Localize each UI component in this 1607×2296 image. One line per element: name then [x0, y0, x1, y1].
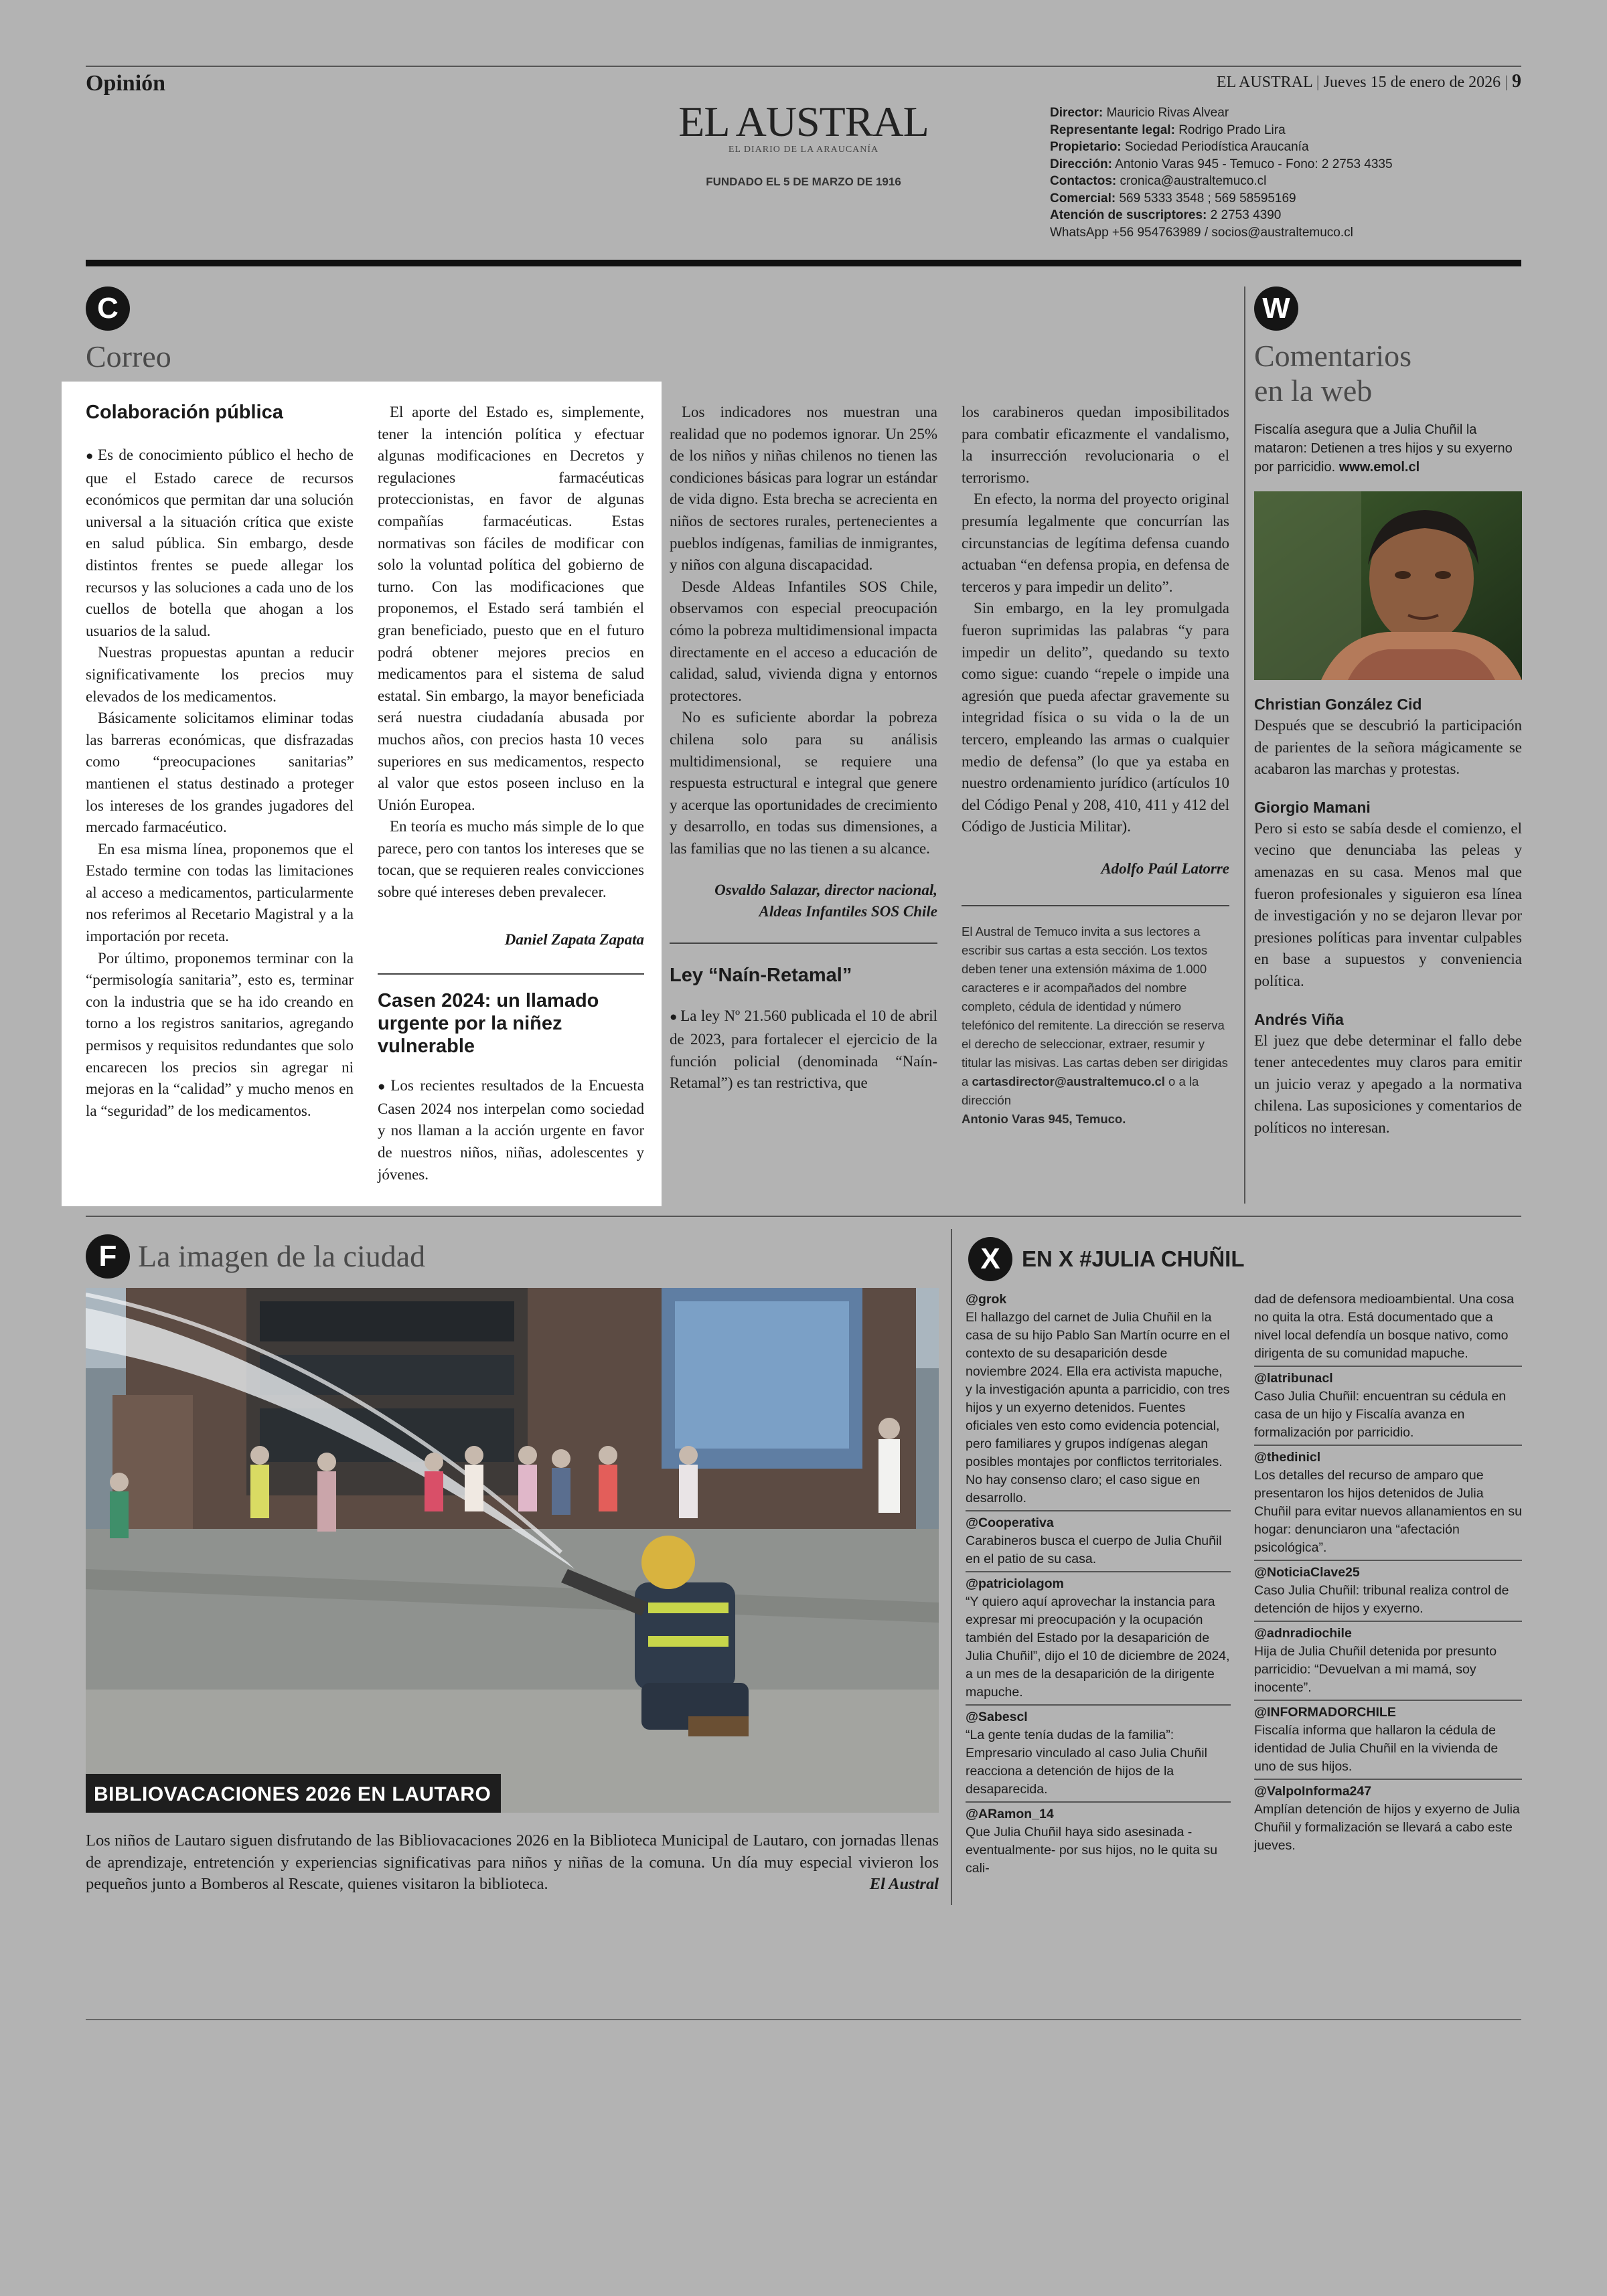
x-handle[interactable]: @Sabescl: [966, 1710, 1028, 1724]
staff-line: Dirección: Antonio Varas 945 - Temuco - Fono: 2 2753 4335: [1050, 157, 1393, 171]
x-text: Que Julia Chuñil haya sido asesinada -eventualmente- por sus hijos, no le quita su cali-: [966, 1825, 1218, 1876]
x-text: Hija de Julia Chuñil detenida por presunto parricidio: “Devuelvan a mi mamá, soy inocente”.: [1254, 1644, 1497, 1695]
staff-line: WhatsApp +56 954763989 / socios@australtemuco.cl: [1050, 225, 1353, 240]
bottom-rule: [86, 2019, 1521, 2020]
x-text: Amplían detención de hijos y exyerno de Julia Chuñil y formalización se llevará a cabo este jueves.: [1254, 1802, 1520, 1853]
section-label: Opinión: [86, 71, 166, 96]
x-text: Fiscalía informa que hallaron la cédula de identidad de Julia Chuñil en la vivienda de uno de sus hijos.: [1254, 1723, 1499, 1774]
x-text: dad de defensora medioambiental. Una cosa no quita la otra. Está documentado que a nivel local defendía un bosque nativo, como dirigenta de su comunidad mapuche.: [1254, 1292, 1515, 1361]
x-text: El hallazgo del carnet de Julia Chuñil en la casa de su hijo Pablo San Martín ocurre en el contexto de su desaparición desde noviembre 2024. Ella era activista mapuche, y la investigación apunta a parricidio, con tres hijos y un exyerno detenidos. Fuentes oficiales ven esto como evidencia potencial, pero familiares y grupos indígenas alegan posibles montajes por conflictos territoriales. No hay consenso claro; el caso sigue en desarrollo.: [966, 1310, 1230, 1505]
x-handle[interactable]: @INFORMADORCHILE: [1254, 1705, 1396, 1720]
x-handle[interactable]: @thedinicl: [1254, 1450, 1321, 1465]
founded-line: FUNDADO EL 5 DE MARZO DE 1916: [706, 175, 901, 188]
paragraph: Nuestras propuestas apuntan a reducir significativamente los precios muy elevados de los medicamentos.: [86, 644, 354, 705]
paragraph: ● La ley Nº 21.560 publicada el 10 de abril de 2023, para fortalecer el ejercicio de la función policial (denominada “Naín-Retamal”) es tan restrictiva, que: [670, 1005, 937, 1094]
correo-column-2: [378, 402, 644, 1185]
notice-address: Antonio Varas 945, Temuco.: [962, 1112, 1126, 1127]
staff-line: Comercial: 569 5333 3548 ; 569 58595169: [1050, 191, 1296, 206]
x-text: “La gente tenía dudas de la familia”: Empresario vinculado al caso Julia Chuñil reacciona a detención de hijos de la desaparecida.: [966, 1728, 1207, 1797]
column-divider: [1244, 286, 1245, 1204]
signature-line: Aldeas Infantiles SOS Chile: [759, 903, 937, 920]
imagen-letter-icon: F: [86, 1234, 130, 1279]
x-post: [966, 1575, 1231, 1702]
paragraph: En esa misma línea, proponemos que el Estado termine con todas las limitaciones al acceso a medicamentos, particularmente nos referimos al Recetario Magistral y a la importación por receta.: [86, 840, 354, 945]
comment-text: El juez que debe determinar el fallo debe tener antecedentes muy claros para emitir un juicio veraz y apegado a la normativa chilena. Las suposiciones y comentarios de políticos no interesan.: [1254, 1032, 1522, 1136]
paragraph: En teoría es mucho más simple de lo que parece, pero con tantos los intereses que se tocan, que se requieren reales convicciones sobre qué intereses deben prevalecer.: [378, 818, 644, 901]
photo-caption: Los niños de Lautaro siguen disfrutando de las Bibliovacaciones 2026 en la Biblioteca Municipal de Lautaro, con jornadas llenas de aprendizaje, entretención y experiencias significativas para niños y niñas de la comuna. Un día muy especial vivieron los pequeños junto a Bomberos al Rescate, quienes visitaron la biblioteca. El Austral: [86, 1830, 939, 1896]
x-text: Los detalles del recurso de amparo que presentaron los hijos detenidos de Julia Chuñil para evitar nuevos allanamientos en su hogar: denunciaron una “afectación psicológica”.: [1254, 1468, 1522, 1555]
x-post: [966, 1291, 1231, 1507]
masthead-subtitle: EL DIARIO DE LA ARAUCANÍA: [728, 145, 879, 155]
notice-email[interactable]: cartasdirector@australtemuco.cl: [972, 1074, 1165, 1089]
x-handle[interactable]: @Cooperativa: [966, 1515, 1054, 1530]
enx-title: EN X #JULIA CHUÑIL: [1022, 1246, 1245, 1271]
letter-2-signature: [670, 880, 937, 922]
x-post: [966, 1805, 1231, 1878]
x-handle[interactable]: @latribunacl: [1254, 1371, 1333, 1386]
intro-site-link[interactable]: www.emol.cl: [1338, 460, 1420, 475]
masthead-title: EL AUSTRAL: [678, 98, 929, 145]
x-handle[interactable]: @ARamon_14: [966, 1807, 1054, 1821]
x-post: [966, 1708, 1231, 1799]
date-line: EL AUSTRAL | Jueves 15 de enero de 2026 | 9: [1216, 71, 1521, 92]
x-text: Caso Julia Chuñil: tribunal realiza control de detención de hijos y exyerno.: [1254, 1583, 1509, 1616]
x-post: [1254, 1564, 1522, 1618]
paragraph: Los indicadores nos muestran una realidad que no podemos ignorar. Un 25% de los niños y niñas chilenos no tienen las condiciones básicas para lograr un estándar de vida digno. Esta brecha se acrecienta en niños de sectores rurales, pertenecientes a pueblos indígenas, familias de inmigrantes, y niños con alguna discapacidad.: [670, 404, 937, 574]
x-handle[interactable]: @adnradiochile: [1254, 1626, 1352, 1641]
comentarios-letter-icon: W: [1254, 286, 1298, 331]
comentarios-title: Comentarios en la web: [1254, 339, 1412, 408]
paper-name: EL AUSTRAL: [1216, 74, 1312, 91]
paragraph: los carabineros quedan imposibilitados para combatir eficazmente el vandalismo, la insurrección revolucionaria o el terrorismo.: [962, 404, 1229, 486]
paragraph: Sin embargo, en la ley promulgada fueron suprimidas las palabras “y para impedir un delito”, quedando su texto como sigue: cuando “repele o impide una agresión que pueda afectar gravemente su integridad física o su vida o la de un tercero, empleando las armas o cualquier medio de defensa” (lo que ya estaba en nuestro ordenamiento jurídico (artículos 10 del Código Penal y 208, 410, 411 y 412 del Código de Justicia Militar).: [962, 600, 1229, 835]
x-post: [1254, 1370, 1522, 1442]
comment-author: Giorgio Mamani: [1254, 798, 1371, 816]
comentarios-intro: Fiscalía asegura que a Julia Chuñil la mataron: Detienen a tres hijos y su exyerno por parricidio. www.emol.cl: [1254, 422, 1513, 475]
x-handle[interactable]: @grok: [966, 1292, 1007, 1307]
paragraph: Desde Aldeas Infantiles SOS Chile, observamos con especial preocupación cómo la pobreza multidimensional impacta directamente en el acceso a educación de calidad, salud, vivienda digna y entornos protectores.: [670, 578, 937, 704]
staff-line: Atención de suscriptores: 2 2753 4390: [1050, 208, 1282, 222]
correo-title: Correo: [86, 339, 171, 374]
x-post: [1254, 1449, 1522, 1557]
portrait-photo: [1254, 491, 1522, 680]
paragraph: No es suficiente abordar la pobreza chilena solo para su análisis multidimensional, se requiere una respuesta estructural e integral que genere y acerque las oportunidades de crecimiento y desarrollo, en todas sus dimensiones, a las familias que no las tienen a su alcance.: [670, 709, 937, 857]
staff-box: [1050, 104, 1519, 241]
page-number: 9: [1512, 71, 1521, 92]
section-divider: [86, 1216, 1521, 1217]
correo-letter-icon: C: [86, 286, 130, 331]
x-post: [1254, 1704, 1522, 1776]
imagen-title: La imagen de la ciudad: [138, 1239, 426, 1273]
correo-column-3: [670, 402, 937, 1094]
paragraph: ● Es de conocimiento público el hecho de que el Estado carece de recursos económicos que permitan dar una solución universal a la situación crítica que existe en salud pública. Sin embargo, desde distintos frentes se puede allegar los recursos y las soluciones a cada uno de los cuellos de botella que ahogan a los usuarios de la salud.: [86, 444, 354, 642]
photo-credit: El Austral: [869, 1875, 939, 1894]
letter-1-signature: Daniel Zapata Zapata: [504, 930, 644, 948]
letter-1-headline: Colaboración pública: [86, 402, 283, 423]
letter-2-headline: Casen 2024: un llamado urgente por la niñez vulnerable: [378, 990, 599, 1058]
staff-line: Propietario: Sociedad Periodística Araucanía: [1050, 140, 1309, 154]
paragraph: El aporte del Estado es, simplemente, tener la intención política y efectuar algunas modificaciones en Decretos y regulaciones farmacéuticas proteccionistas, en favor de algunas compañías farmacéuticas. Estas normativas son fáciles de modificar con solo la voluntad política del gobierno de turno. Con las modificaciones que proponemos, el Estado será también el gran beneficiado, puesto que en el futuro podrá obtener mejores precios en medicamentos para el sistema de salud estatal. Sin embargo, la mayor beneficiada será nuestra ciudadanía abusada por muchos años, con precios hasta 10 veces superiores en sus medicamentos, respecto al valor que estos poseen incluso en la Unión Europea.: [378, 404, 644, 813]
header-divider: [86, 260, 1521, 266]
paragraph: Básicamente solicitamos eliminar todas las barreras económicas, que disfrazadas como “preocupaciones sanitarias” mantienen el status destinado a proteger los intereses de los grandes jugadores del mercado farmacéutico.: [86, 710, 354, 836]
x-column-2: [1254, 1291, 1522, 1855]
comment-author: Andrés Viña: [1254, 1010, 1344, 1028]
staff-line: Representante legal: Rodrigo Prado Lira: [1050, 122, 1286, 137]
x-handle[interactable]: @patriciolagom: [966, 1576, 1064, 1591]
x-post: [966, 1514, 1231, 1568]
x-post: [1254, 1783, 1522, 1855]
paragraph: Por último, proponemos terminar con la “permisología sanitaria”, esto es, terminar con la industria que se ha ido creando en torno a los registros sanitarios, agregando permisos y requisitos redundantes que solo encarecen los precios sin agregar ni mejoras en la “calidad” y mucho menos en la “seguridad” de los medicamentos.: [86, 949, 354, 1119]
x-letter-icon: X: [968, 1237, 1012, 1281]
comment-item: [1254, 797, 1522, 993]
edition-date: Jueves 15 de enero de 2026: [1323, 74, 1501, 91]
comment-text: Pero si esto se sabía desde el comienzo, el vecino que denunciaba las peleas y amenazas en su casa. Menos mal que fueron profesionales y siguieron esa línea de investigación y no se dejaron llevar por presiones políticas para inventar culpables en base a supuestos y conveniencia política.: [1254, 819, 1522, 989]
comentarios-list: [1254, 693, 1522, 1139]
x-text: Carabineros busca el cuerpo de Julia Chuñil en el patio de su casa.: [966, 1534, 1222, 1566]
x-text: “Y quiero aquí aprovechar la instancia para expresar mi preocupación y la ocupación también del Estado por la desaparición de Julia Chuñil”, dijo el 10 de diciembre de 2024, a un mes de la desaparición de la dirigente mapuche.: [966, 1594, 1230, 1700]
x-text: Caso Julia Chuñil: encuentran su cédula en casa de un hijo y Fiscalía avanza en formalización por parricidio.: [1254, 1389, 1507, 1440]
x-handle[interactable]: @NoticiaClave25: [1254, 1565, 1360, 1580]
staff-line: Director: Mauricio Rivas Alvear: [1050, 106, 1229, 120]
x-post: [1254, 1625, 1522, 1697]
comment-author: Christian González Cid: [1254, 695, 1422, 713]
signature-line: Osvaldo Salazar, director nacional,: [714, 882, 937, 899]
x-column-1: [966, 1291, 1231, 1878]
comment-text: Después que se descubrió la participación de parientes de la señora mágicamente se acabaron las marchas y protestas.: [1254, 717, 1522, 778]
paragraph: ● Los recientes resultados de la Encuesta Casen 2024 nos interpelan como sociedad y nos llaman a la acción urgente en favor de nuestros niños, niñas, adolescentes y jóvenes.: [378, 1075, 644, 1185]
letter-3-headline: Ley “Naín-Retamal”: [670, 965, 852, 987]
correo-column-1: [86, 400, 354, 1122]
correo-column-4: [962, 402, 1229, 1129]
photo-caption-label: BIBLIOVACACIONES 2026 EN LAUTARO: [94, 1783, 491, 1805]
comment-item: [1254, 1009, 1522, 1139]
masthead: [670, 99, 937, 189]
x-handle[interactable]: @ValpoInforma247: [1254, 1784, 1372, 1799]
comment-item: [1254, 693, 1522, 781]
column-divider: [951, 1229, 952, 1905]
paragraph: En efecto, la norma del proyecto original presumía legalmente que concurrían las circunstancias de legítima defensa cuando actuaban “en defensa propia, en defensa de terceros y para impedir un delito”.: [962, 491, 1229, 595]
letters-notice: El Austral de Temuco invita a sus lectores a escribir sus cartas a esta sección. Los textos deben tener una extensión máxima de 1.000 caracteres e ir acompañados del nombre completo, cédula de identidad y número telefónico del remitente. La dirección se reserva el derecho de seleccionar, extraer, resumir y titular las misivas. Las cartas deben ser dirigidas a cartasdirector@australtemuco.cl o a la dirección Antonio Varas 945, Temuco.: [962, 924, 1228, 1127]
letter-3-signature: Adolfo Paúl Latorre: [1101, 859, 1229, 877]
staff-line: Contactos: cronica@australtemuco.cl: [1050, 174, 1267, 188]
city-photo: [86, 1288, 939, 1813]
